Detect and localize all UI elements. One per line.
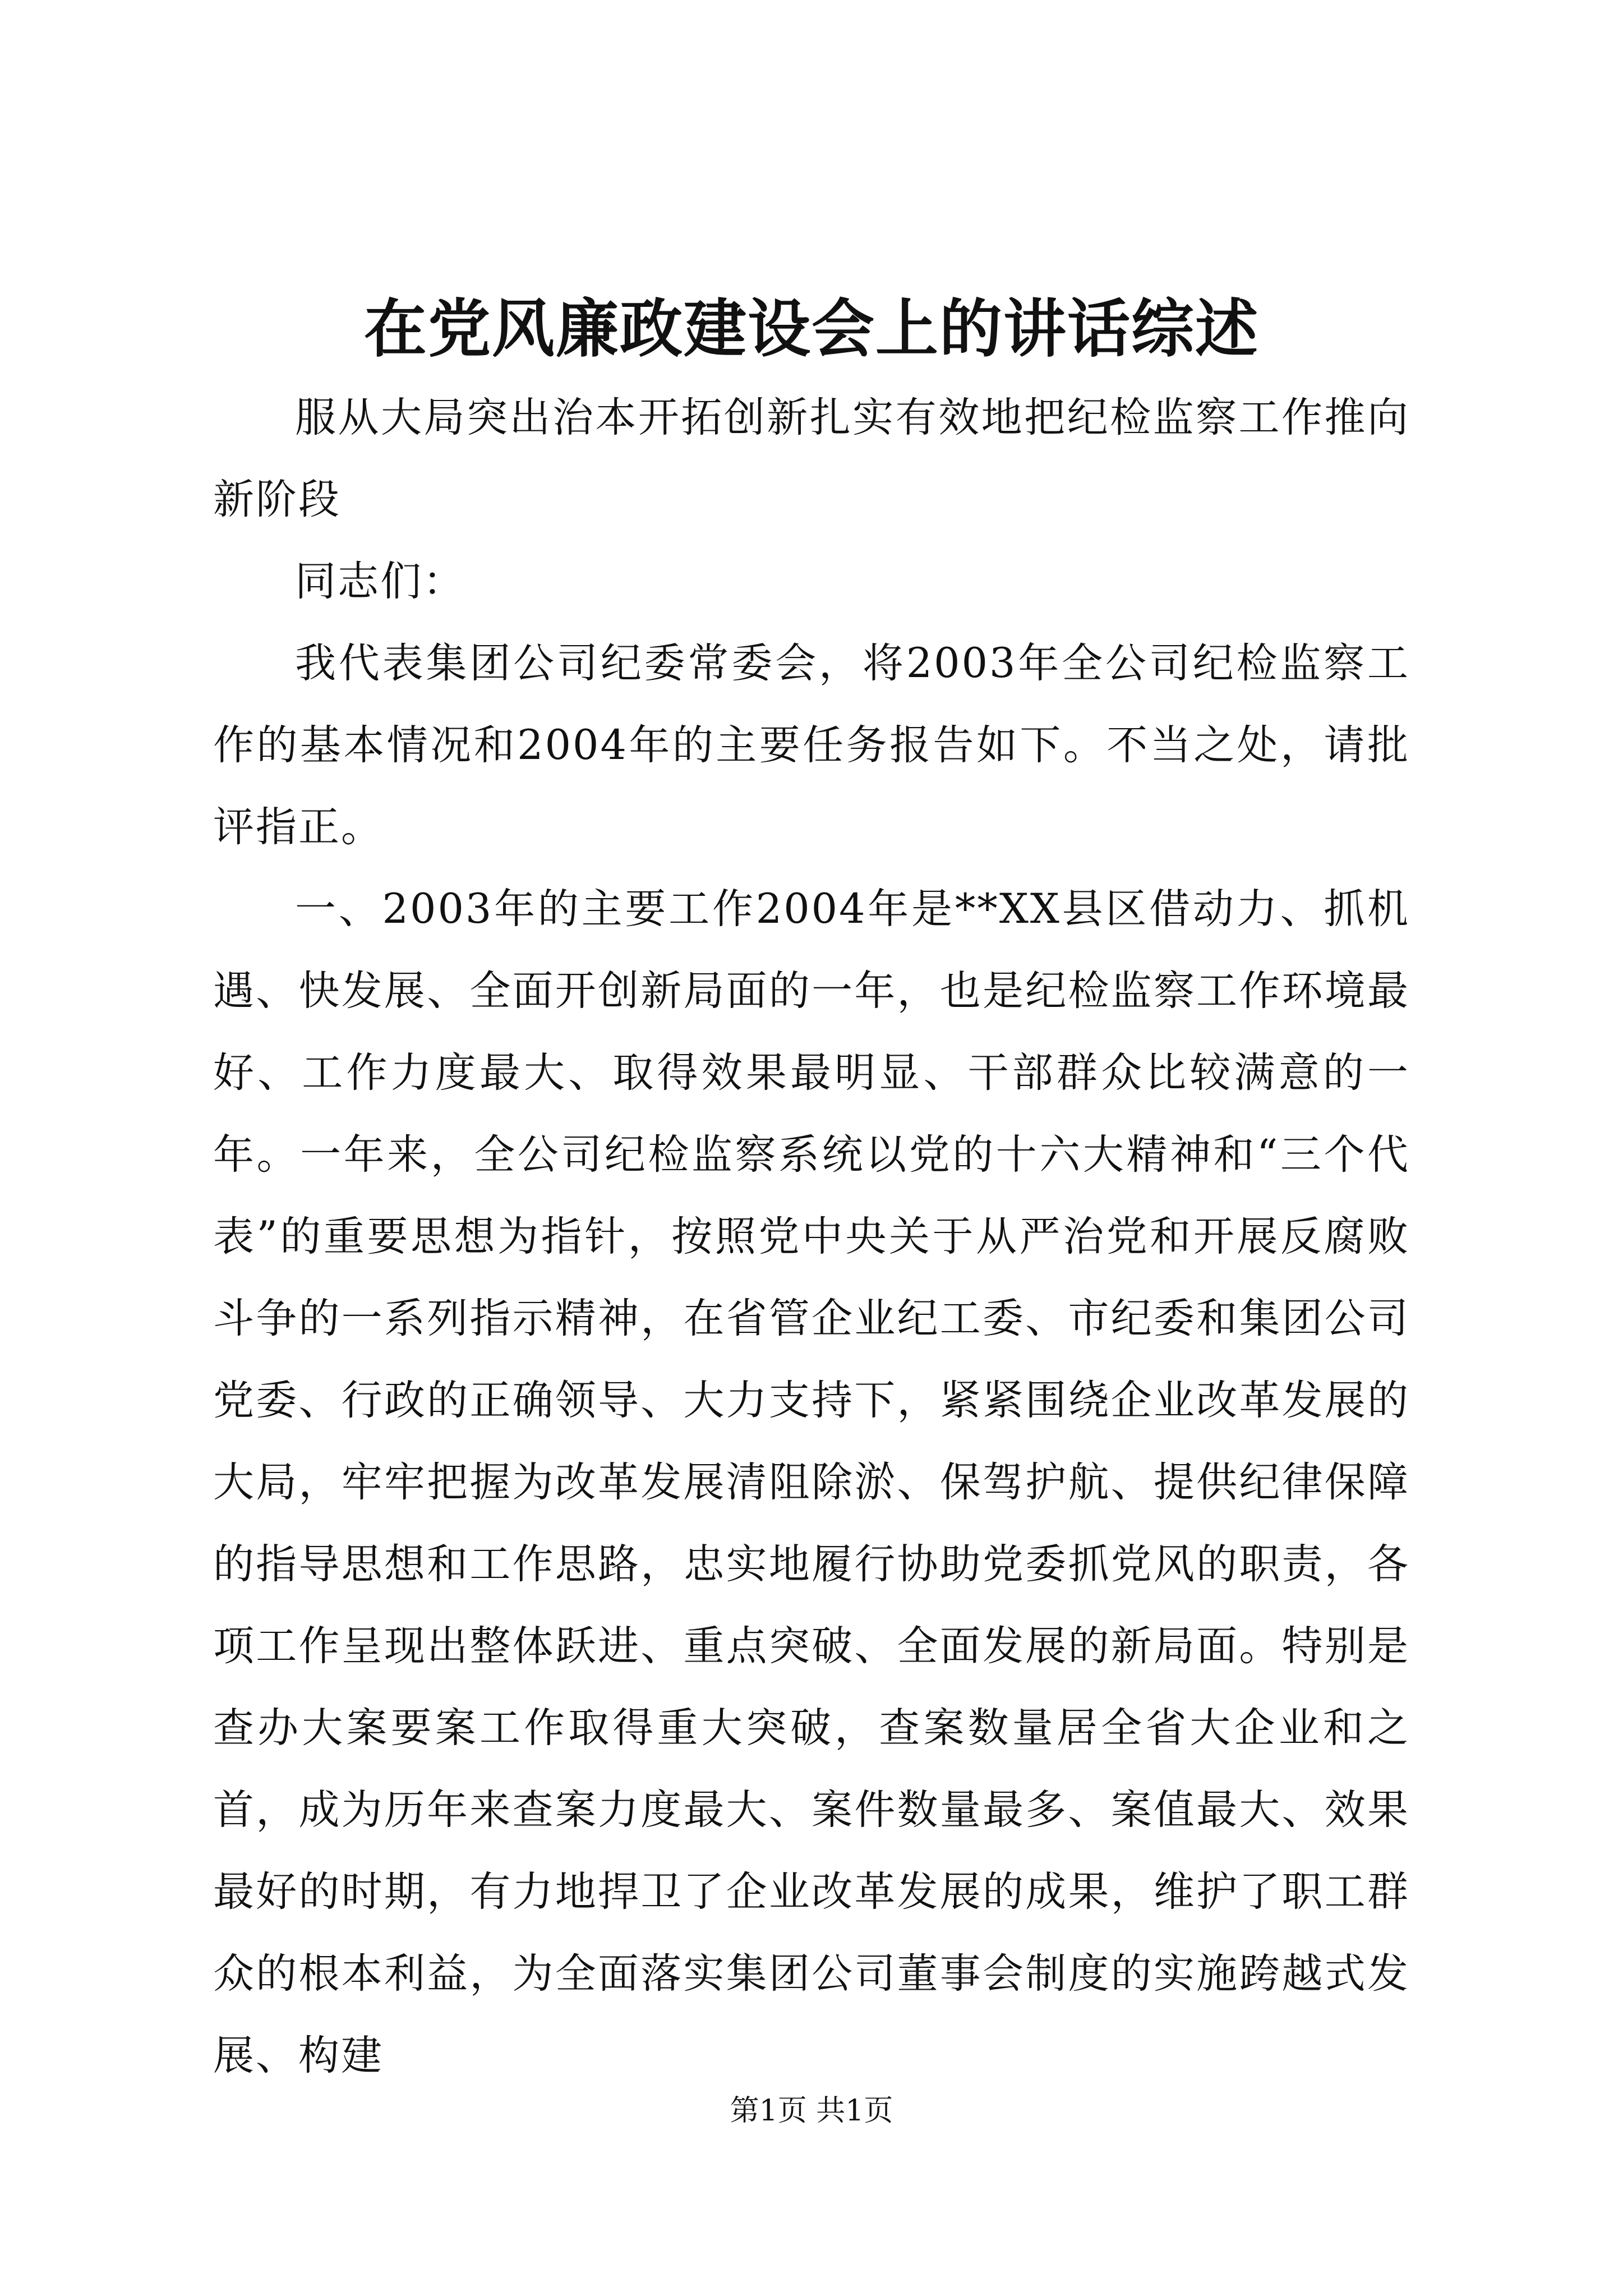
salutation-paragraph: 同志们： — [295, 558, 465, 605]
page-footer: 第1页 共1页 — [730, 2094, 893, 2128]
main-work-paragraph: 一、2003年的主要工作2004年是**XX县区借动力、抓机遇、快发展、全面开创新局面的一年，也是纪检监察工作环境最好、工作力度最大、取得效果最明显、干部群众比较满意的一年。一年来，全公司纪检监察系统以党的十六大精神和“三个代表”的重要思想为指针，按照党中央关于从严治党和开展反腐败斗争的一系列指示精神，在省管企业纪工委、市纪委和集团公司党委、行政的正确领导、大力支持下，紧紧围绕企业改革发展的大局，牢牢把握为改革发展清阻除淤、保驾护航、提供纪律保障的指导思想和工作思路，忠实地履行协助党委抓党风的职责，各项工作呈现出整体跃进、重点突破、全面发展的新局面。特别是查办大案要案工作取得重大突破，查案数量居全省大企业和之首，成为历年来查案力度最大、案件数量最多、案值最大、效果最好的时期，有力地捍卫了企业改革发展的成果，维护了职工群众的根本利益，为全面落实集团公司董事会制度的实施跨越式发展、构建 — [213, 885, 1410, 2079]
intro-paragraph: 我代表集团公司纪委常委会，将2003年全公司纪检监察工作的基本情况和2004年的主要任务报告如下。不当之处，请批评指正。 — [213, 639, 1410, 851]
subtitle-paragraph: 服从大局突出治本开拓创新扎实有效地把纪检监察工作推向新阶段 — [213, 394, 1410, 523]
document-body — [213, 377, 1410, 2097]
document-title: 在党风廉政建设会上的讲话综述 — [364, 292, 1259, 366]
